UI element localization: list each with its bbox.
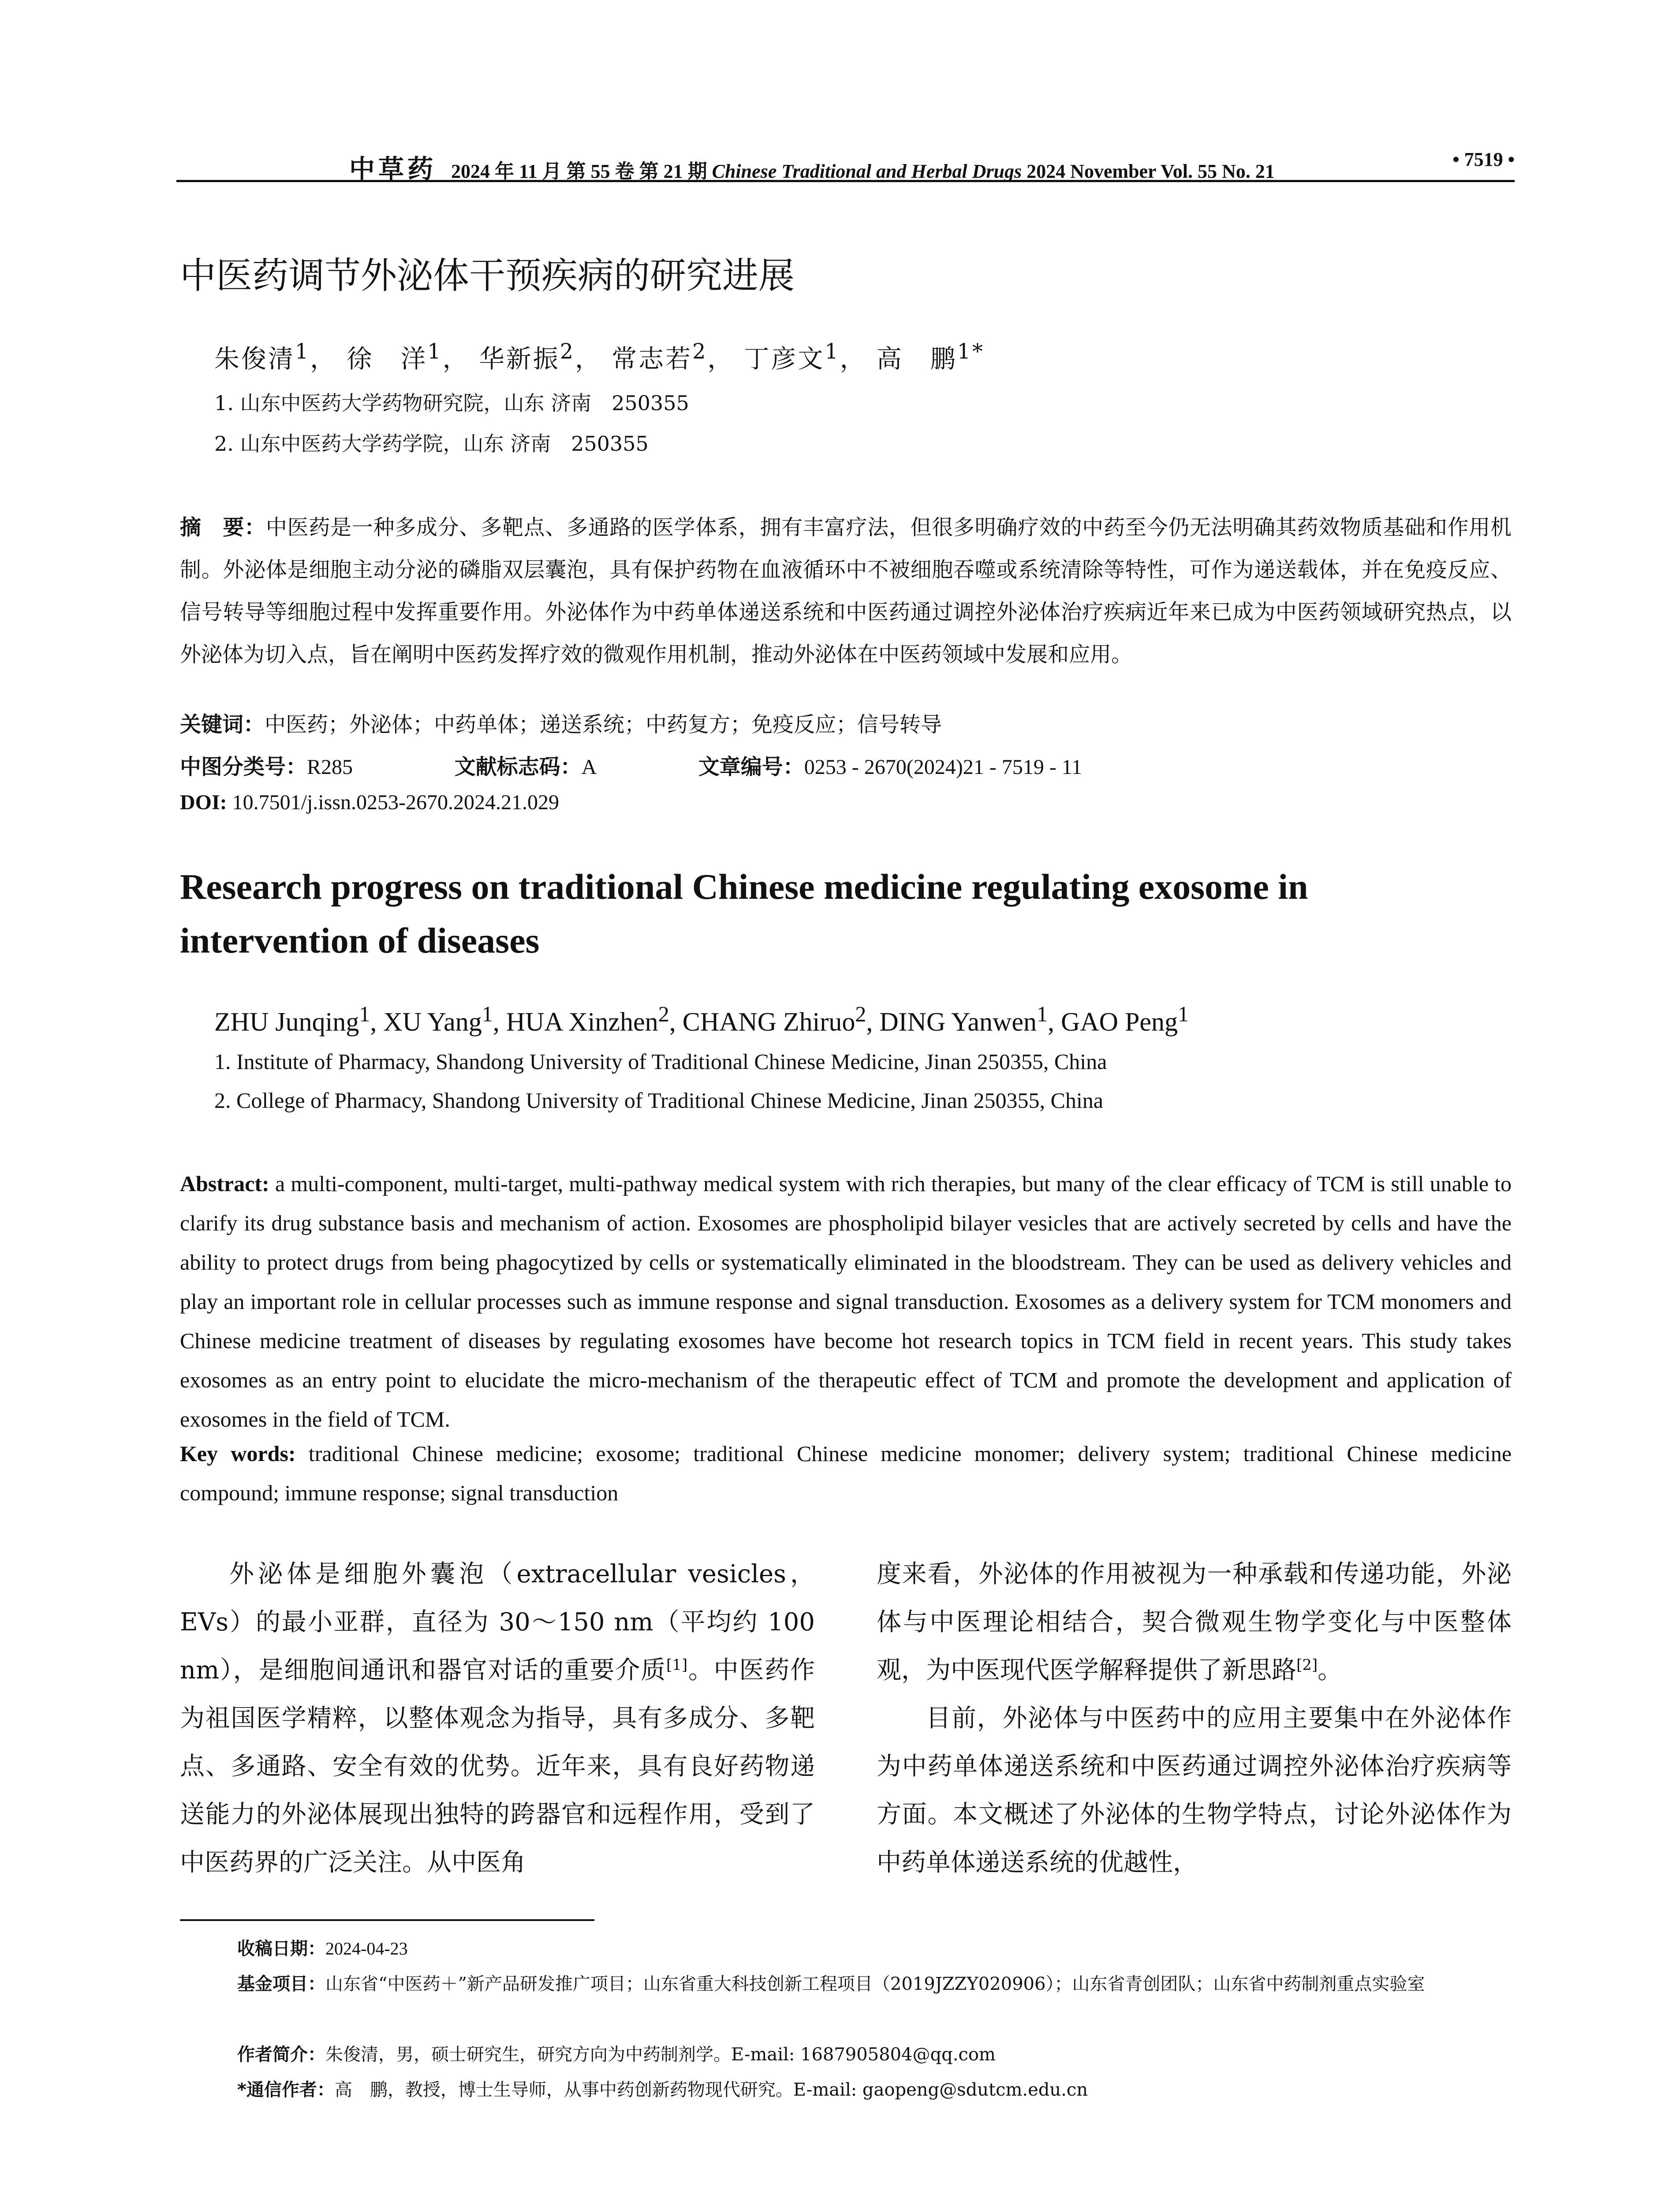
keywords-en-label: Key words: bbox=[180, 1441, 296, 1466]
affiliation-en-1: 1. Institute of Pharmacy, Shandong University of Traditional Chinese Medicine, Jinan 250355, China bbox=[214, 1049, 1107, 1074]
journal-logo: 中草药 bbox=[349, 154, 437, 184]
article-no-value: 0253 - 2670(2024)21 - 7519 - 11 bbox=[804, 755, 1082, 779]
author-en: DING Yanwen$^1$ bbox=[879, 1002, 1048, 1036]
doi-label: DOI: bbox=[180, 791, 227, 814]
footnote-fund: 基金项目：山东省“中医药＋”新产品研发推广项目；山东省重大科技创新工程项目（2019JZZY020906）；山东省青创团队；山东省中药制剂重点实验室 bbox=[237, 1974, 1425, 1994]
author-cn: 丁彦文$^1$ bbox=[744, 340, 840, 374]
doc-code-value: A bbox=[581, 755, 597, 779]
body-paragraph: 度来看，外泌体的作用被视为一种承载和传递功能，外泌体与中医理论相结合，契合微观生物学变化与中医整体观，为中医现代医学解释提供了新思路[2]。 bbox=[877, 1560, 1512, 1685]
clc-value: R285 bbox=[307, 755, 353, 779]
authors-cn: 朱俊清$^1$， 徐 洋$^1$， 华新振$^2$， 常志若$^2$， 丁彦文$^1$， 高 鹏$^{1*}$ bbox=[214, 340, 985, 374]
author-cn: 华新振$^2$ bbox=[479, 340, 575, 374]
keywords-cn-text: 中医药；外泌体；中药单体；递送系统；中药复方；免疫反应；信号转导 bbox=[265, 712, 942, 737]
issue-cn: 2024 年 11 月 第 55 卷 第 21 期 bbox=[451, 161, 707, 182]
author-cn: 高 鹏$^{1*}$ bbox=[876, 340, 985, 374]
citation-ref[interactable]: [1] bbox=[666, 1656, 688, 1674]
abstract-en-text: a multi-component, multi-target, multi-pathway medical system with rich therapies, but many of the clear efficacy of TCM is still unable to clarify its drug substance basis and mechanism of action. Exosomes are phospholipid bilayer vesicles that are actively secreted by cells and have the ability to protect drugs from being phagocytized by cells or systematically eliminated in the bloodstream. They can be used as delivery vehicles and play an important role in cellular processes such as immune response and signal transduction. Exosomes as a delivery system for TCM monomers and Chinese medicine treatment of diseases by regulating exosomes have become hot research topics in TCM field in recent years. This study takes exosomes as an entry point to elucidate the micro-mechanism of the therapeutic effect of TCM and promote the development and application of exosomes in the field of TCM. bbox=[180, 1171, 1512, 1431]
footnote-corresponding: *通信作者：高 鹏，教授，博士生导师，从事中药创新药物现代研究。E-mail: gaopeng@sdutcm.edu.cn bbox=[237, 2080, 1088, 2100]
running-header bbox=[176, 140, 1515, 182]
author-cn: 朱俊清$^1$ bbox=[214, 340, 310, 374]
doi-value[interactable]: 10.7501/j.issn.0253-2670.2024.21.029 bbox=[232, 791, 560, 814]
title-en: Research progress on traditional Chinese medicine regulating exosome in intervention of diseases bbox=[180, 867, 1308, 960]
journal-name-en: Chinese Traditional and Herbal Drugs bbox=[712, 161, 1022, 182]
author-en: HUA Xinzhen$^2$ bbox=[506, 1002, 669, 1036]
keywords-en bbox=[180, 1434, 1512, 1513]
body-paragraph: 外泌体是细胞外囊泡（extracellular vesicles，EVs）的最小亚群，直径为 30～150 nm（平均约 100 nm），是细胞间通讯和器官对话的重要介质[1]。中医药作为祖国医学精粹，以整体观念为指导，具有多成分、多靶点、多通路、安全有效的优势。近年来，具有良好药物递送能力的外泌体展现出独特的跨器官和远程作用，受到了中医药界的广泛关注。从中医角 bbox=[180, 1560, 815, 1877]
footnote-author: 作者简介：朱俊清，男，硕士研究生，研究方向为中药制剂学。E-mail: 1687905804@qq.com bbox=[237, 2044, 996, 2065]
abstract-cn-text: 中医药是一种多成分、多靶点、多通路的医学体系，拥有丰富疗法，但很多明确疗效的中药至今仍无法明确其药效物质基础和作用机制。外泌体是细胞主动分泌的磷脂双层囊泡，具有保护药物在血液循环中不被细胞吞噬或系统清除等特性，可作为递送载体，并在免疫反应、信号转导等细胞过程中发挥重要作用。外泌体作为中药单体递送系统和中医药通过调控外泌体治疗疾病近年来已成为中医药领域研究热点，以外泌体为切入点，旨在阐明中医药发挥疗效的微观作用机制，推动外泌体在中医药领域中发展和应用。 bbox=[180, 515, 1512, 667]
author-en: XU Yang$^1$ bbox=[383, 1002, 493, 1036]
keywords-cn bbox=[180, 707, 942, 738]
author-en: CHANG Zhiruo$^2$ bbox=[682, 1002, 866, 1036]
author-en: GAO Peng$^1$ bbox=[1061, 1002, 1189, 1036]
title-cn: 中医药调节外泌体干预疾病的研究进展 bbox=[180, 255, 795, 297]
doi-line bbox=[180, 790, 559, 815]
author-cn: 徐 洋$^1$ bbox=[347, 340, 443, 374]
article-no-label: 文章编号： bbox=[698, 755, 804, 779]
issue-en: 2024 November Vol. 55 No. 21 bbox=[1027, 161, 1275, 182]
body-column-left bbox=[180, 1550, 815, 1887]
authors-en: ZHU Junqing$^1$, XU Yang$^1$, HUA Xinzhen$^2$, CHANG Zhiruo$^2$, DING Yanwen$^1$, GAO Peng$^1$ bbox=[214, 1002, 1189, 1036]
author-cn: 常志若$^2$ bbox=[612, 340, 708, 374]
body-column-right bbox=[877, 1550, 1512, 1887]
abstract-cn bbox=[180, 506, 1512, 676]
abstract-en-label: Abstract: bbox=[180, 1171, 269, 1196]
keywords-en-text: traditional Chinese medicine; exosome; traditional Chinese medicine monomer; delivery system; traditional Chinese medicine compound; immune response; signal transduction bbox=[180, 1441, 1512, 1505]
page-number: • 7519 • bbox=[1452, 149, 1515, 170]
keywords-cn-label: 关键词： bbox=[180, 712, 265, 737]
header-journal-info bbox=[349, 148, 1275, 185]
author-en: ZHU Junqing$^1$ bbox=[214, 1002, 370, 1036]
abstract-cn-label: 摘 要： bbox=[180, 515, 266, 540]
citation-ref[interactable]: [2] bbox=[1296, 1656, 1318, 1674]
abstract-en bbox=[180, 1164, 1512, 1439]
classification-line bbox=[180, 750, 1082, 780]
footnote-received: 收稿日期：2024-04-23 bbox=[237, 1939, 408, 1959]
affiliation-cn-2: 2. 山东中医药大学药学院，山东 济南 250355 bbox=[214, 432, 649, 456]
affiliation-cn-1: 1. 山东中医药大学药物研究院，山东 济南 250355 bbox=[214, 391, 689, 415]
body-paragraph: 目前，外泌体与中医药中的应用主要集中在外泌体作为中药单体递送系统和中医药通过调控外泌体治疗疾病等方面。本文概述了外泌体的生物学特点，讨论外泌体作为中药单体递送系统的优越性， bbox=[877, 1704, 1512, 1877]
affiliation-en-2: 2. College of Pharmacy, Shandong University of Traditional Chinese Medicine, Jinan 250355, China bbox=[214, 1088, 1103, 1113]
doc-code-label: 文献标志码： bbox=[454, 755, 582, 779]
footnote-divider bbox=[180, 1919, 594, 1921]
clc-label: 中图分类号： bbox=[180, 755, 307, 779]
